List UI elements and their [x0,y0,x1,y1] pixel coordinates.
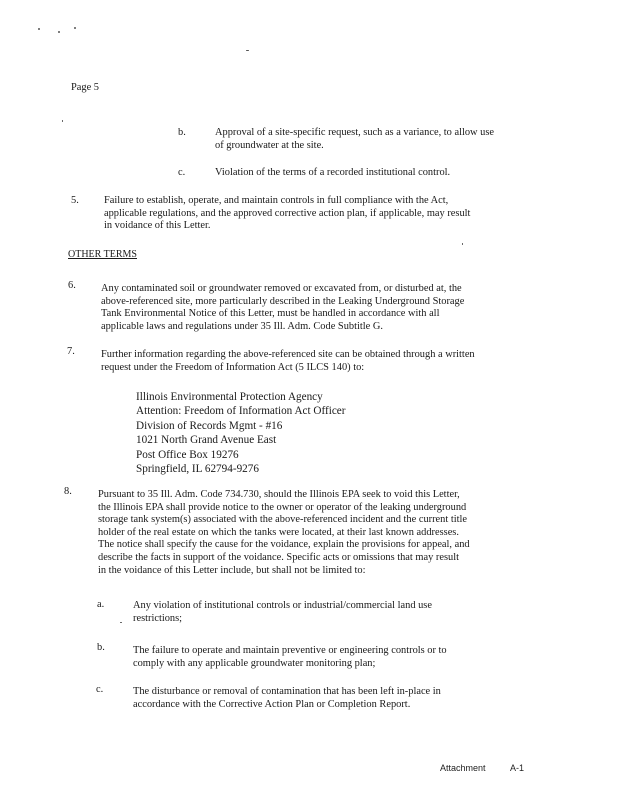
item-6-number: 6. [68,280,76,291]
item-8-text [98,489,568,577]
text-line: The failure to operate and maintain preventive or engineering controls or to [133,645,447,656]
item-5-text [104,195,564,233]
text-line: storage tank system(s) associated with the above-referenced incident and the current title [98,514,468,526]
text-line: Any contaminated soil or groundwater removed or excavated from, or disturbed at, the [101,283,462,294]
item-6-text [101,283,566,333]
text-line: request under the Freedom of Information Act (5 ILCS 140) to: [101,361,365,373]
footer-attachment-code: A-1 [510,763,525,773]
subitem-c-text [133,686,553,711]
text-line: comply with any applicable groundwater monitoring plan; [133,657,376,669]
subitem-c-marker: c. [96,684,104,695]
item-8-number: 8. [64,486,72,497]
item-5-number: 5. [71,195,79,206]
address-line: Post Office Box 19276 [136,448,239,461]
subitem-b-text [133,645,553,670]
text-line: Any violation of institutional controls or industrial/commercial land use [133,600,432,611]
text-line: Approval of a site-specific request, such as a variance, to allow use [215,127,494,138]
footer-attachment-label: Attachment [440,763,486,773]
scan-speck [38,28,40,30]
text-line: Pursuant to 35 Ill. Adm. Code 734.730, should the Illinois EPA seek to void this Letter, [98,489,460,500]
item-7-number: 7. [67,346,75,357]
scan-speck [120,622,122,623]
text-line: describe the facts in support of the voidance. Specific acts or omissions that may result [98,551,459,563]
text-line: in the voidance of this Letter include, but shall not be limited to: [98,564,366,576]
address-line: 1021 North Grand Avenue East [136,434,277,447]
subitem-a-text [133,600,553,625]
foia-address-block [136,390,466,476]
text-line: Violation of the terms of a recorded institutional control. [215,167,451,178]
item-c-marker: c. [178,167,186,178]
address-line: Division of Records Mgmt - #16 [136,419,283,432]
text-line: above-referenced site, more particularly described in the Leaking Underground Storage [101,295,465,307]
text-line: accordance with the Corrective Action Plan or Completion Report. [133,698,411,710]
item-7-text [101,349,566,374]
text-line: Tank Environmental Notice of this Letter, must be handled in accordance with all [101,308,440,320]
text-line: applicable laws and regulations under 35 Ill. Adm. Code Subtitle G. [101,320,383,332]
item-c-text [215,167,565,180]
scan-speck [462,243,463,245]
item-b-text [215,127,565,152]
text-line: Failure to establish, operate, and maintain controls in full compliance with the Act, [104,195,449,206]
address-line: Springfield, IL 62794-9276 [136,463,259,476]
text-line: restrictions; [133,612,183,624]
scan-speck [62,120,63,122]
text-line: holder of the real estate on which the tanks were located, at their last known addresses. [98,526,459,538]
scan-speck [74,27,76,29]
address-line: Illinois Environmental Protection Agency [136,391,323,403]
text-line: in voidance of this Letter. [104,220,211,232]
item-b-marker: b. [178,127,186,138]
text-line: the Illinois EPA shall provide notice to the owner or operator of the leaking underground [98,501,467,513]
text-line: The disturbance or removal of contamination that has been left in-place in [133,686,441,697]
address-line: Attention: Freedom of Information Act Officer [136,405,346,418]
subitem-b-marker: b. [97,642,105,653]
scan-speck [58,31,60,33]
scan-speck [246,50,249,51]
text-line: applicable regulations, and the approved corrective action plan, if applicable, may result [104,207,471,219]
text-line: The notice shall specify the cause for the voidance, explain the provisions for appeal, and [98,539,470,551]
subitem-a-marker: a. [97,599,105,610]
text-line: of groundwater at the site. [215,139,324,151]
text-line: Further information regarding the above-referenced site can be obtained through a written [101,349,475,360]
page-label: Page 5 [71,82,99,93]
section-heading-other-terms: OTHER TERMS [68,249,137,260]
